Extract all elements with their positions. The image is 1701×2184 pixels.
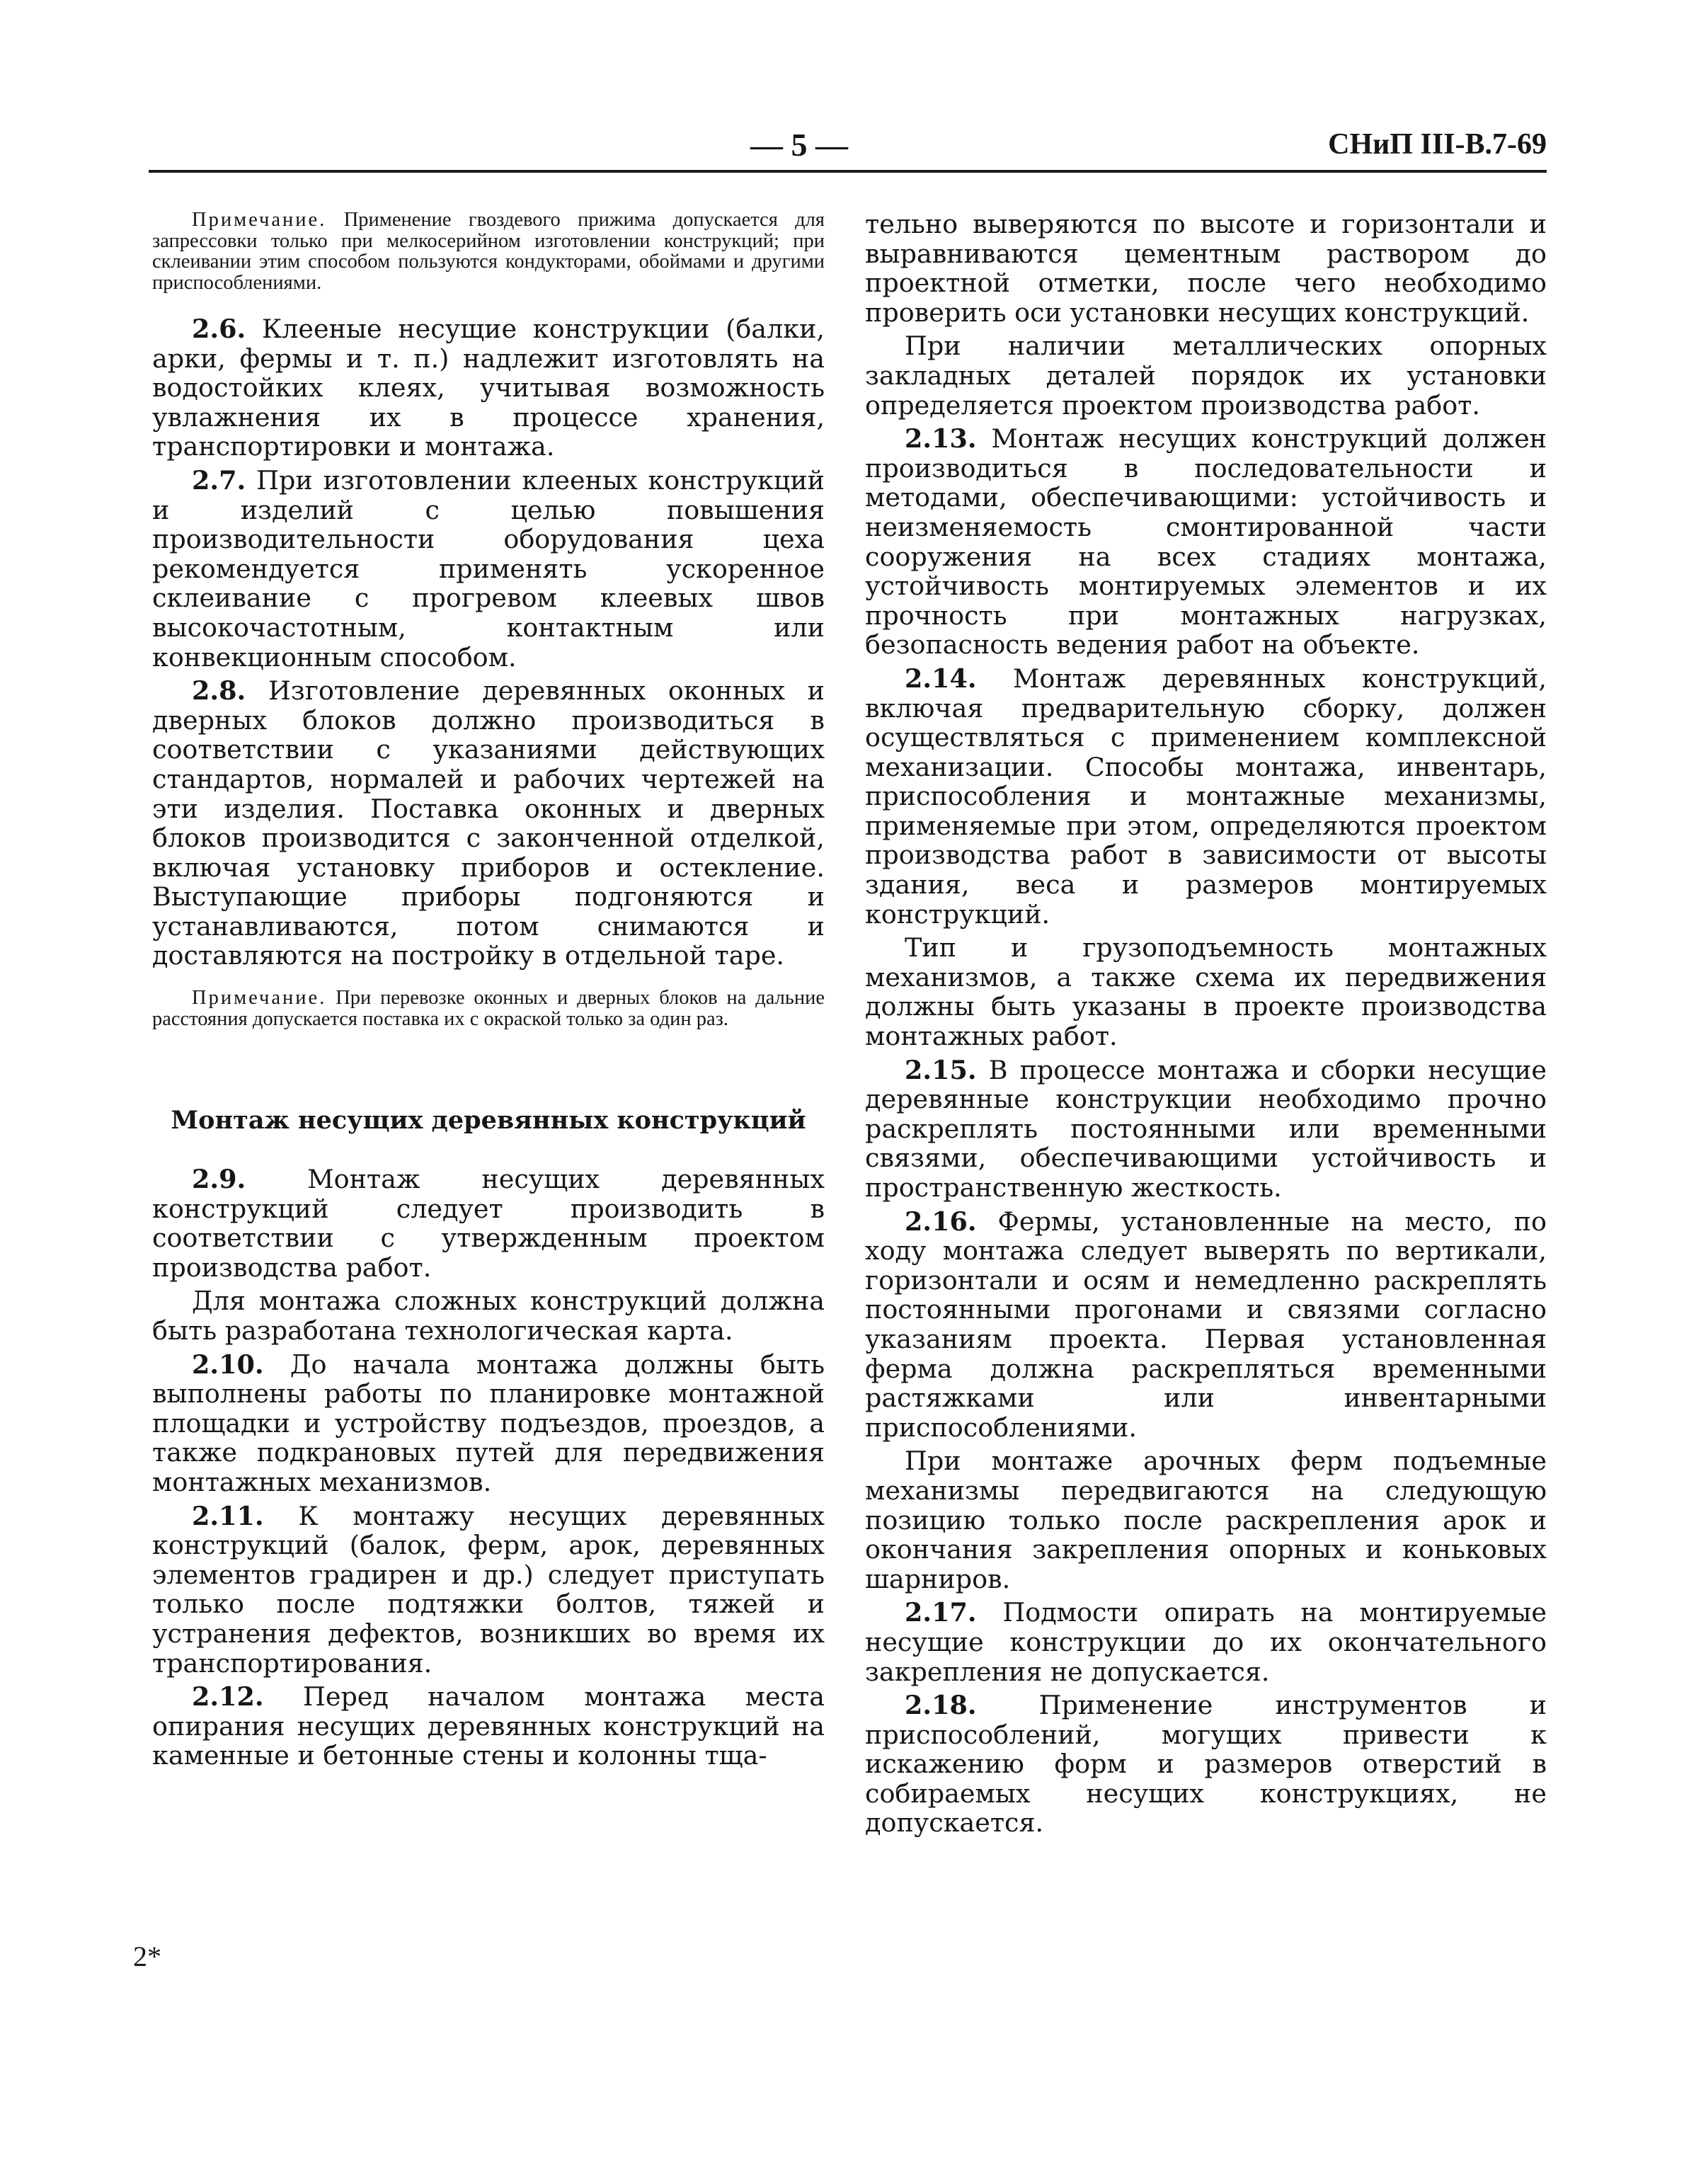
paragraph-2-12-continued: тельно выверяются по высоте и горизонтали и выравниваются цементным раствором до проектной отметки, после чего необходимо проверить оси установки несущих конструкций.	[865, 209, 1547, 328]
document-code: СНиП III-В.7-69	[1328, 128, 1547, 161]
paragraph-2-10	[152, 1350, 825, 1497]
paragraph-2-13	[865, 424, 1547, 660]
clause-number: 2.18.	[905, 1690, 977, 1721]
paragraph-2-15	[865, 1056, 1547, 1203]
clause-number: 2.10.	[192, 1349, 264, 1380]
paragraph-2-16-second: При монтаже арочных ферм подъемные механизмы передвигаются на следующую позицию только после раскрепления арок и окончания закрепления опорных и коньковых шарниров.	[865, 1446, 1547, 1594]
clause-number: 2.15.	[905, 1054, 977, 1085]
section-heading: Монтаж несущих деревянных конструкций	[171, 1106, 806, 1136]
clause-text: Монтаж деревянных конструкций, включая предварительную сборку, должен осуществляться с применением комплексной механизации. Способы монтажа, инвентарь, приспособления и монтажные механизмы, применяемые при этом, определяются проектом производства работ в зависимости от высоты здания, веса и размеров монтируемых конструкций.	[865, 663, 1547, 930]
clause-number: 2.11.	[192, 1500, 264, 1531]
note-paragraph	[152, 210, 825, 293]
clause-number: 2.7.	[192, 464, 246, 496]
paragraph-2-14	[865, 664, 1547, 929]
paragraph-2-9	[152, 1165, 825, 1282]
clause-text: Применение инструментов и приспособлений, могущих привести к искажению форм и размеров отверстий в собираемых несущих конструкциях, не допускается.	[865, 1690, 1547, 1839]
paragraph-2-12	[152, 1682, 825, 1771]
clause-number: 2.12.	[192, 1681, 264, 1713]
sheet-mark: 2*	[133, 1940, 161, 1972]
clause-number: 2.9.	[192, 1164, 246, 1195]
clause-text: В процессе монтажа и сборки несущие деревянные конструкции необходимо прочно раскреплять постоянными или временными связями, обеспечивающими устойчивость и пространственную жесткость.	[865, 1054, 1547, 1203]
clause-text: Монтаж несущих конструкций должен производиться в последовательности и методами, обеспечивающими: устойчивость и неизменяемость смонтированной части сооружения на всех стадиях монтажа, устойчивость монтируемых элементов и их прочность при монтажных нагрузках, безопасность ведения работ на объекте.	[865, 423, 1547, 661]
left-column	[152, 210, 825, 1775]
note-paragraph	[152, 988, 825, 1029]
clause-number: 2.14.	[905, 663, 977, 694]
clause-number: 2.17.	[905, 1597, 977, 1628]
paragraph-2-11	[152, 1502, 825, 1679]
clause-text: До начала монтажа должны быть выполнены работы по планировке монтажной площадки и устройству подъездов, проездов, а также подкрановых путей для передвижения монтажных механизмов.	[152, 1349, 825, 1497]
paragraph-2-7	[152, 466, 825, 672]
right-column	[865, 210, 1547, 1842]
clause-number: 2.6.	[192, 314, 246, 344]
clause-text: Клееные несущие конструкции (балки, арки, фермы и т. п.) надлежит изготовлять на водостойких клеях, учитывая возможность увлажнения их в процессе хранения, транспортировки и монтажа.	[152, 314, 825, 462]
paragraph-2-17	[865, 1598, 1547, 1686]
note-label: Примечание.	[192, 987, 327, 1010]
note-label: Примечание.	[192, 209, 327, 231]
clause-number: 2.13.	[905, 423, 977, 454]
header-rule	[149, 170, 1547, 173]
clause-text: При изготовлении клееных конструкций и изделий с целью повышения производительности оборудования цеха рекомендуется применять ускоренное склеивание с прогревом клеевых швов высокочастотным, контактным или конвекционным способом.	[152, 464, 825, 673]
paragraph-2-18	[865, 1691, 1547, 1838]
paragraph-2-8	[152, 676, 825, 971]
paragraph-2-16	[865, 1207, 1547, 1443]
note-text: При перевозке оконных и дверных блоков на дальние расстояния допускается поставка их с окраской только за один раз.	[152, 987, 825, 1030]
paragraph-2-9-continued: Для монтажа сложных конструкций должна быть разработана технологическая карта.	[152, 1286, 825, 1347]
clause-number: 2.16.	[905, 1206, 977, 1237]
clause-text: Фермы, установленные на место, по ходу монтажа следует выверять по вертикали, горизонтали и осям и немедленно раскреплять постоянными прогонами и связями согласно указаниям проекта. Первая установленная ферма должна раскрепляться временными растяжками или инвентарными приспособлениями.	[865, 1206, 1547, 1443]
paragraph-2-14-second: Тип и грузоподъемность монтажных механизмов, а также схема их передвижения должны быть указаны в проекте производства монтажных работ.	[865, 932, 1547, 1052]
clause-number: 2.8.	[192, 675, 246, 707]
paragraph-2-12-second: При наличии металлических опорных закладных деталей порядок их установки определяется проектом производства работ.	[865, 331, 1547, 421]
clause-text: Перед началом монтажа места опирания несущих деревянных конструкций на каменные и бетонные стены и колонны тща-	[152, 1681, 825, 1771]
clause-text: Монтаж несущих деревянных конструкций следует производить в соответствии с утвержденным проектом производства работ.	[152, 1164, 825, 1283]
clause-text: Подмости опирать на монтируемые несущие конструкции до их окончательного закрепления не допускается.	[865, 1597, 1547, 1687]
paragraph-2-6	[152, 314, 825, 462]
note-text: Применение гвоздевого прижима допускается для запрессовки только при мелкосерийном изготовлении конструкций; при склеивании этим способом пользуются кондукторами, обоймами и другими приспособлениями.	[152, 209, 825, 294]
clause-text: К монтажу несущих деревянных конструкций (балок, ферм, арок, деревянных элементов градирен и др.) следует приступать только после подтяжки болтов, тяжей и устранения дефектов, возникших во время их транспортирования.	[152, 1500, 825, 1679]
page-number: — 5 —	[750, 127, 848, 163]
clause-text: Изготовление деревянных оконных и дверных блоков должно производиться в соответствии с указаниями действующих стандартов, нормалей и рабочих чертежей на эти изделия. Поставка оконных и дверных блоков производится с законченной отделкой, включая установку приборов и остекление. Выступающие приборы подгоняются и устанавливаются, потом снимаются и доставляются на постройку в отдельной таре.	[152, 675, 825, 971]
